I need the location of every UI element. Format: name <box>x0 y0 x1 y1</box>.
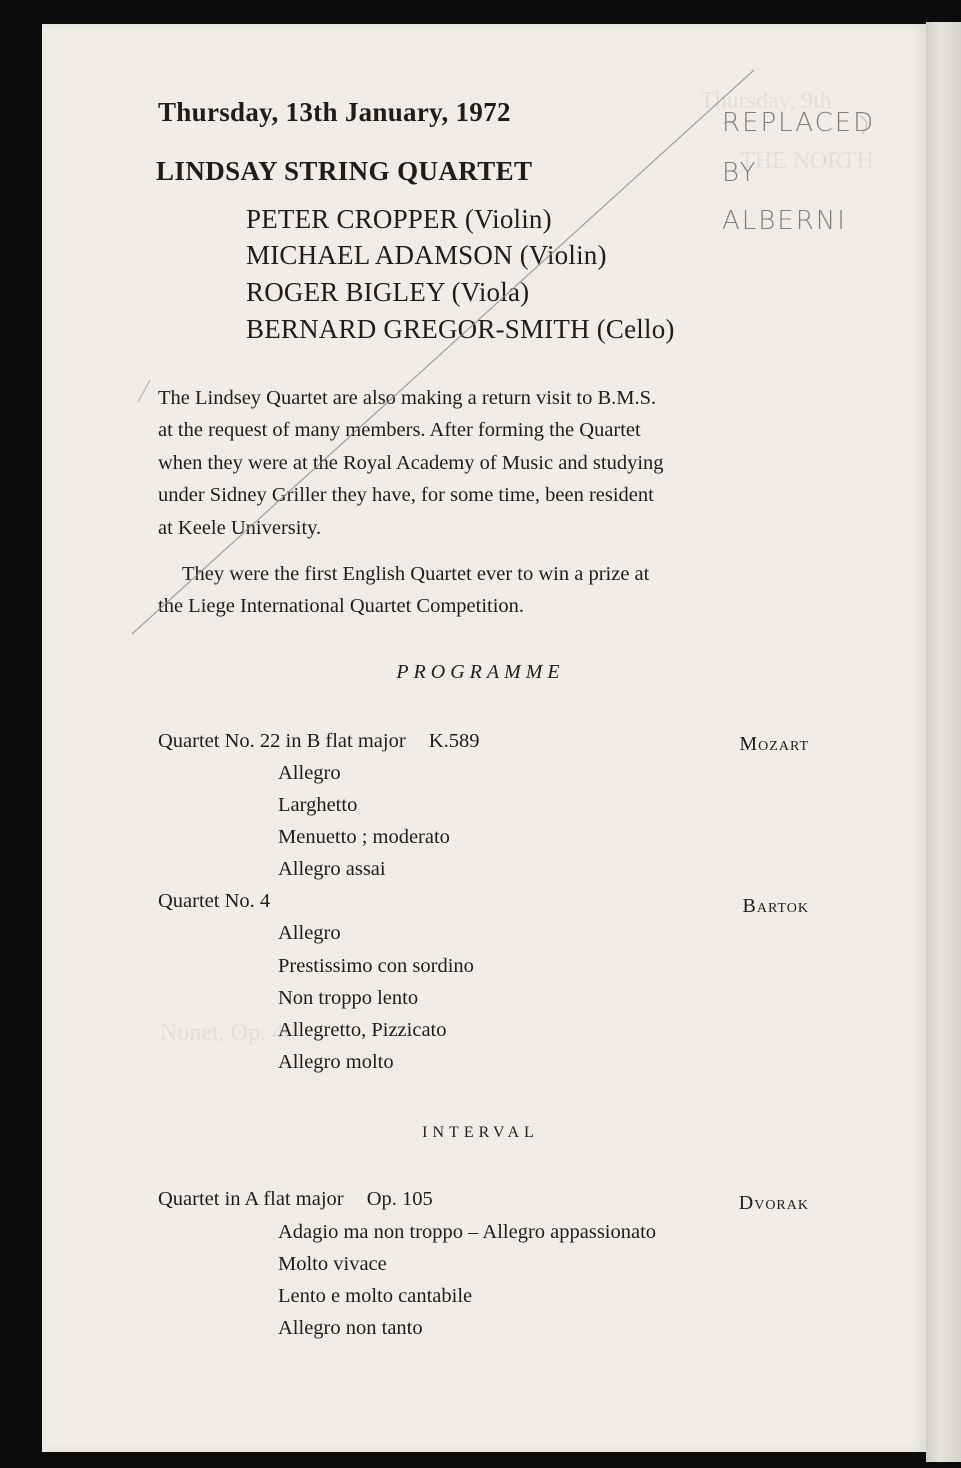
work-3-composer: Dvorak <box>738 1192 809 1214</box>
programme-heading: PROGRAMME <box>396 661 565 683</box>
work-catalogue: Op. 105 <box>366 1188 433 1210</box>
movement: Allegro assai <box>278 858 386 880</box>
movement: Adagio ma non troppo – Allegro appassionato <box>278 1221 657 1243</box>
movement: Molto vivace <box>278 1253 387 1275</box>
handwritten-replaced: REPLACED <box>722 108 876 138</box>
show-through-text: Thursday, 9th <box>700 88 832 114</box>
member-1: PETER CROPPER (Violin) <box>246 204 552 234</box>
interval-heading: INTERVAL <box>422 1124 539 1141</box>
member-2: MICHAEL ADAMSON (Violin) <box>246 240 607 270</box>
pencil-margin-mark <box>138 380 150 402</box>
movement: Lento e molto cantabile <box>278 1285 473 1307</box>
movement: Allegro molto <box>278 1051 394 1073</box>
show-through-text: THE NORTH <box>740 148 874 174</box>
ensemble-name: LINDSAY STRING QUARTET <box>156 156 533 186</box>
movement: Allegro <box>278 922 341 944</box>
work-title: Quartet No. 22 in B flat major <box>158 730 406 752</box>
paragraph-line: The Lindsey Quartet are also making a return visit to B.M.S. <box>158 387 657 409</box>
movement: Menuetto ; moderato <box>278 826 450 848</box>
movement: Prestissimo con sordino <box>278 955 474 977</box>
movement: Allegro <box>278 762 341 784</box>
movement: Larghetto <box>278 794 358 816</box>
show-through-text: Nonet, Op. 40 <box>160 1020 296 1046</box>
handwritten-alberni: ALBERNI <box>722 206 847 236</box>
pencil-flourish <box>724 116 867 134</box>
work-title: Quartet No. 4 <box>158 890 271 912</box>
member-4: BERNARD GREGOR-SMITH (Cello) <box>246 314 675 344</box>
concert-date: Thursday, 13th January, 1972 <box>158 97 511 127</box>
work-1-composer: Mozart <box>739 733 809 755</box>
member-3: ROGER BIGLEY (Viola) <box>246 277 530 307</box>
movement: Allegretto, Pizzicato <box>278 1019 447 1041</box>
work-title: Quartet in A flat major <box>158 1188 344 1210</box>
work-catalogue: K.589 <box>428 730 480 752</box>
paragraph-line: the Liege International Quartet Competition. <box>158 595 525 618</box>
movement: Allegro non tanto <box>278 1317 423 1339</box>
paragraph-line: when they were at the Royal Academy of Music and studying <box>158 451 664 474</box>
paragraph-line: under Sidney Griller they have, for some time, been resident <box>158 484 654 507</box>
handwritten-by: BY <box>722 158 758 188</box>
paragraph-line: at the request of many members. After forming the Quartet <box>158 419 641 442</box>
pencil-strike-line <box>132 70 754 634</box>
movement: Non troppo lento <box>278 987 419 1009</box>
paragraph-line: at Keele University. <box>158 516 322 539</box>
paragraph-line: They were the first English Quartet ever to win a prize at <box>182 563 650 585</box>
work-2-composer: Bartok <box>742 895 809 917</box>
